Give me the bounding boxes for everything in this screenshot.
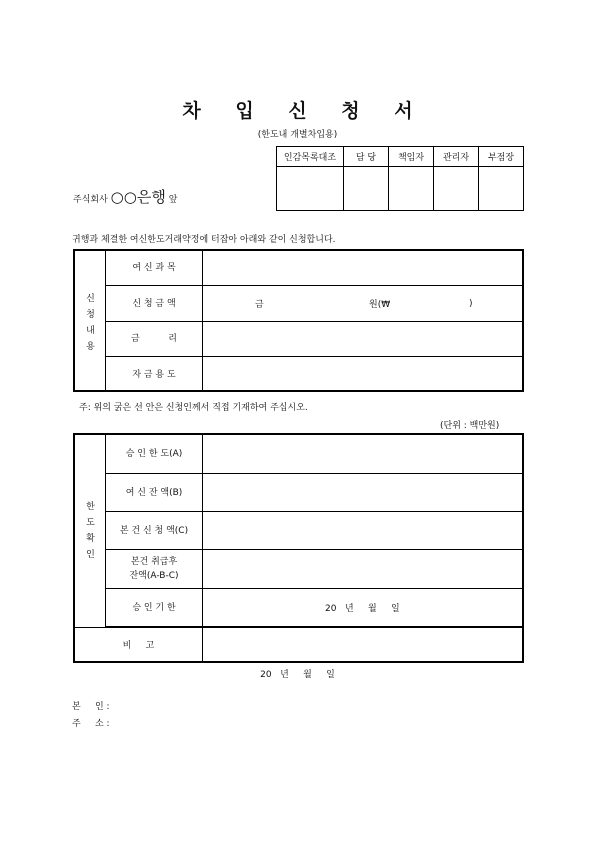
approval-sign-box[interactable]	[479, 167, 524, 211]
signer-name-label: 본 인 :	[72, 702, 110, 712]
request-amount-field[interactable]	[203, 512, 522, 549]
approval-table	[276, 146, 524, 211]
row-request-amount: 본 건 신 청 액(C)	[106, 512, 522, 550]
application-details-box	[73, 249, 524, 392]
approval-sign-box[interactable]	[277, 167, 344, 211]
instruction-note: 주: 위의 굵은 선 안은 신청인께서 직접 기재하여 주십시오.	[79, 403, 308, 413]
signer-name-field[interactable]	[130, 697, 330, 711]
bank-suffix: 앞	[168, 195, 178, 205]
row-remaining-balance: 본건 취급후 잔액(A-B-C)	[106, 550, 522, 589]
document-title: 차 입 신 청 서	[182, 100, 427, 122]
row-approved-limit: 승 인 한 도(A)	[106, 435, 522, 474]
section-side-label: 한 도 확 인	[75, 435, 106, 628]
signer-address-field[interactable]	[130, 714, 430, 728]
application-date: 20 년 월 일	[260, 670, 335, 680]
interest-rate-field[interactable]	[203, 322, 522, 356]
row-loan-balance: 여 신 잔 액(B)	[106, 474, 522, 512]
unit-label: (단위 : 백만원)	[440, 421, 500, 431]
bank-name: ○○은행	[110, 188, 166, 206]
approval-sign-box[interactable]	[344, 167, 389, 211]
approval-sign-box[interactable]	[389, 167, 434, 211]
approval-header: 인감목록대조	[277, 147, 344, 167]
approval-header: 책임자	[389, 147, 434, 167]
approval-deadline-field[interactable]: 20 년 월 일	[325, 604, 400, 614]
row-fund-purpose: 자 금 용 도	[106, 357, 522, 392]
approval-header: 담 당	[344, 147, 389, 167]
fund-purpose-field[interactable]	[203, 357, 522, 392]
row-requested-amount: 신 청 금 액 금 원(₩ )	[106, 286, 522, 322]
bank-addressee	[73, 186, 177, 207]
row-loan-subject: 여 신 과 목	[106, 251, 522, 286]
approved-limit-field[interactable]	[203, 435, 522, 473]
remaining-balance-field[interactable]	[203, 550, 522, 588]
approval-sign-box[interactable]	[434, 167, 479, 211]
limit-confirmation-box	[73, 433, 524, 663]
approval-header: 부점장	[479, 147, 524, 167]
section-side-label: 신 청 내 용	[75, 251, 106, 390]
row-approval-deadline: 승 인 기 한 20 년 월 일	[106, 589, 522, 627]
bank-prefix: 주식회사	[73, 195, 108, 205]
intro-text: 귀행과 체결한 여신한도거래약정에 터잡아 아래와 같이 신청합니다.	[72, 235, 336, 245]
signer-address-label: 주 소 :	[72, 719, 110, 729]
approval-header: 관리자	[434, 147, 479, 167]
remarks-field[interactable]	[203, 628, 522, 663]
loan-subject-field[interactable]	[203, 251, 522, 285]
row-remarks: 비 고	[75, 627, 522, 663]
document-subtitle: (한도내 개별차입용)	[257, 130, 338, 140]
loan-balance-field[interactable]	[203, 474, 522, 511]
row-interest-rate: 금 리	[106, 322, 522, 357]
requested-amount-field[interactable]: 금 원(₩ )	[255, 298, 473, 310]
